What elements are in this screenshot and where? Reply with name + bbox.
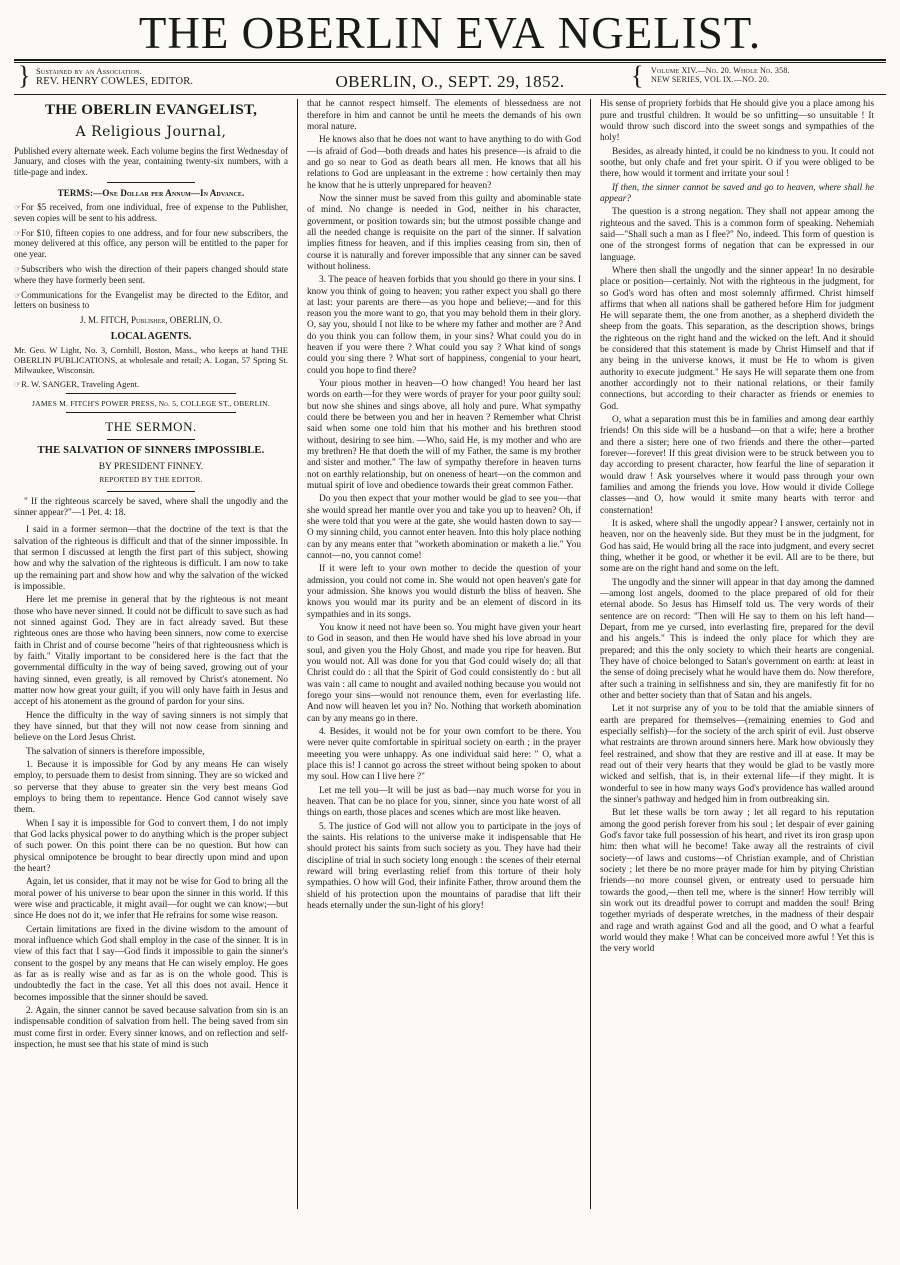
notice-4-text: Communications for the Evangelist may be directed to the Editor, and letters on business to bbox=[14, 289, 288, 311]
notice-3 bbox=[14, 264, 288, 286]
body-paragraph: He knows also that he does not want to have anything to do with God—is afraid of God—both dreads and hates his presence—is afraid to die and go so near to God as death bears all men. He knows that all his relations to God are unpleasant in the extreme : how certainly then may he know that he is utterly unprepared for heaven? bbox=[307, 135, 581, 191]
body-paragraph: Certain limitations are fixed in the divine wisdom to the amount of moral influence which God shall employ in the case of the sinner. It is in view of this fact that I say—God finds it impossible to gain the sinner's consent to the gospel by any means that He can wisely employ. He goes as far as is really wise and as far as is on the whole good. This is undoubtedly the fact in the case. Yet all this does not avail. Hence it becomes impossible that the sinner should be saved. bbox=[14, 924, 288, 1003]
brace-left-icon: } bbox=[18, 61, 31, 91]
body-paragraph: I said in a former sermon—that the doctrine of the text is that the salvation of the righteous is difficult and that of the sinner impossible. In that sermon I discussed at length the first part of this subject, showing how and why the salvation of the righteous is difficult. I am now to take up the remaining part and show how and why the salvation of the wicked is impossible. bbox=[14, 525, 288, 593]
pointing-hand-icon-2: ☞ bbox=[14, 228, 22, 238]
body-paragraph: The salvation of sinners is therefore impossible, bbox=[26, 746, 205, 757]
agent-2-text: R. W. SANGER, Traveling Agent. bbox=[21, 378, 140, 389]
body-paragraph: His sense of propriety forbids that He should give you a place among his pure and trustful children. It would be so unfitting—so unsuitable ! It would throw such discord into the sweet songs and sympathies of the holy! bbox=[600, 99, 874, 144]
nameplate-title: THE OBERLIN EVANGELIST, bbox=[44, 102, 258, 119]
dateline-newseries: NEW SERIES, VOL IX.—NO. 20. bbox=[651, 75, 770, 85]
notice-2-text: For $10, fifteen copies to one address, and for four new subscribers, the money delivered at this office, any person will be entitled to the paper for one year. bbox=[14, 227, 288, 260]
pointing-hand-icon-3: ☞ bbox=[14, 264, 22, 274]
pointing-hand-icon-5: ☞ bbox=[14, 379, 22, 389]
sermon-scripture-text: " If the righteous scarcely be saved, where shall the ungodly and the sinner appear?"—1 Pet. 4: 18. bbox=[14, 496, 288, 519]
pointing-hand-icon-4: ☞ bbox=[14, 290, 22, 300]
press-imprint: JAMES M. FITCH'S POWER PRESS, No. 5, COLLEGE ST., OBERLIN. bbox=[32, 399, 270, 408]
agent-1: Mr. Geo. W Light, No. 3, Cornhill, Boston, Mass., who keeps at hand THE OBERLIN PUBLICATIONS, at wholesale and retail; A. Logan, 57 Spring St. Milwaukee, Wisconsin. bbox=[14, 345, 288, 376]
body-paragraph: If it were left to your own mother to decide the question of your admission, you could not come in. She would not open heaven's gate for your admission. She knows you would disturb the bliss of heaven. She knows you would mar its purity and be an element of discord in its sympathies and in its songs. bbox=[307, 564, 581, 620]
body-paragraph: But let these walls be torn away ; let all regard to his reputation among the good perish forever from his soul ; let despair of ever gaining God's favor take full possession of his heart, and rivet its iron grasp upon him: then what will he become! Take away all the restraints of civil society—of laws and customs—of Christian example, and of Christian society ; let there be no more prayer made for him by pitying Christian friends—no more counsel given, or entreaty used to persuade him towards the good,—then tell me, where is the sinner! How terribly will sin work out its dreadful power to corrupt and madden the soul! Bring together myriads of desperate wretches, in the madness of their despair and rage and wrath against God and all the good, and O what a fearful world would they make ! What can be conceived more awful ! Yet this is the very world bbox=[600, 808, 874, 955]
dateline-left bbox=[14, 61, 271, 91]
body-paragraph: The ungodly and the sinner will appear in that day among the damned—among lost angels, doomed to the place prepared of old for their eternal abode. So Jesus has Himself told us. The very words of their sentence are on record: "Then will He say to them on his left hand—Depart, from me ye cursed, into everlasting fire, prepared for the devil and his angels." This is indeed the only place for which they are prepared; and this the only society to which their hearts are congenial. They have of choice belonged to Satan's government on earth: at least in the sense of doing precisely what he would have them do. Now therefore, after such a training in selfishness and sin, they are manifestly fit for no other and better society than that of Satan and his angels. bbox=[600, 577, 874, 701]
dateline-sustained: Sustained by an Association. bbox=[36, 66, 143, 77]
notice-2 bbox=[14, 228, 288, 260]
divider-2 bbox=[66, 393, 236, 394]
notice-1-text: For $5 received, from one individual, free of expense to the Publisher, seven copies will be sent to his address. bbox=[14, 201, 288, 223]
notice-1 bbox=[14, 202, 288, 224]
body-paragraph: 1. Because it is impossible for God by any means He can wisely employ, to persuade them to desist from sinning. They are so wicked and so perverse that they abuse to greater sin the very best means God employs to bring them to repentance. Hence God cannot wisely save them. bbox=[14, 759, 288, 816]
masthead-rule-thin bbox=[14, 62, 886, 63]
body-paragraph: Where then shall the ungodly and the sinner appear! In no desirable place or position—certainly. Not with the righteous in the judgment, for so God's word has often and most solemnly affirmed. Christ himself affirms that when all nations shall be gathered before Him for judgment He will separate them, the one from another, as a shepherd divideth the sheep from the goats. This separation, as the description shows, brings the righteous on the right hand and the wicked on the left. And it should be considered that this statement is made by Christ Himself and that if any being in the universe knows, it must be He to whom is given authority to execute judgment." He says He will separate them one from another accordingly not to their national relations, or their family connections, but according to their character as friends or enemies to God. bbox=[600, 265, 874, 412]
column-2 bbox=[297, 99, 591, 1209]
nameplate-terms: TERMS:—One Dollar per Annum—In Advance. bbox=[57, 188, 245, 199]
divider-3 bbox=[66, 412, 236, 413]
body-paragraph: It is asked, where shall the ungodly appear? I answer, certainly not in heaven, nor on the heavenly side. But they must be in the judgment, for God has said, He would bring all the race into judgment, and every secret thing, whether it be good, or whether it be evil. All are to be there, but some are on the right hand and some on the left. bbox=[600, 519, 874, 575]
body-paragraph: 4. Besides, it would not be for your own comfort to be there. You were never quite comfortable in spiritual society on earth ; in the prayer meeeting you were unhappy. As one individual said here: " O, what a place this is! I cannot go across the street without being spoken to about my soul. How can I live here ?" bbox=[307, 726, 581, 783]
brace-right-icon: { bbox=[631, 61, 644, 91]
columns-container bbox=[14, 94, 886, 1209]
pointing-hand-icon: ☞ bbox=[14, 202, 22, 212]
divider-4 bbox=[107, 439, 195, 440]
dateline-volume: Volume XIV.—No. 20. Whole No. 358. bbox=[651, 66, 790, 76]
body-paragraph: Your pious mother in heaven—O how changed! You heard her last words on earth—for they were words of prayer for your poor guilty soul: but now she shines and sings above, all holy and pure. What sympathy could there be between you and her in heaven ? Remember what Christ said when some one told him that his mother and his brethren stood without, desiring to see him. —Who, said He, is my mother and who are my brethren? He that doeth the will of my Father, the same is my brother and sister and mother." The law of sympathy therefore in heaven turns not on earthly relationship, but on oneness of heart—on the common and mutual spirit of love and obedience towards their great common Father. bbox=[307, 379, 581, 492]
body-paragraph: Do you then expect that your mother would be glad to see you—that she would spread her mantle over you and take you up to heaven? Oh, if she were told that you were at the gate, she would hasten down to say—O my sinning child, you cannot enter heaven. Into this holy place nothing can by any means enter that "worketh abomination or maketh a lie." You cannot—no, you cannot come! bbox=[307, 494, 581, 562]
dateline-row bbox=[14, 61, 886, 92]
body-paragraph: Let me tell you—It will be just as bad—nay much worse for you in heaven. That can be no place for you, sinner, since you hate worst of all things on earth, those places and scenes which are most like heaven. bbox=[307, 785, 581, 819]
body-paragraph: 3. The peace of heaven forbids that you should go there in your sins. I know you think of going to heaven; you rather expect you shall go there at last: your parents are there—as you hope and believe;—and for this reason you the more want to go, that you may behold them in their glory. O, say you, should I not like to be where my father and mother are ? And do you think you can follow them, in your sins? What could you do in heaven if you were there ? What could you say ? What kind of songs could you sing there ? What sort of happiness, congenial to your heart, could you hope to find there? bbox=[307, 275, 581, 376]
body-paragraph: Hence the difficulty in the way of saving sinners is not simply that they have sinned, but that they will not now cease from sinning and believe on the Lord Jesus Christ. bbox=[14, 710, 288, 744]
publisher-signature: J. M. FITCH, Publisher, OBERLIN, O. bbox=[79, 315, 223, 326]
notice-3-text: Subscribers who wish the direction of their papers changed should state where they have formerly been sent. bbox=[14, 263, 288, 285]
agents-heading: LOCAL AGENTS. bbox=[110, 330, 192, 342]
divider-5 bbox=[107, 491, 195, 492]
dateline-editor: REV. HENRY COWLES, EDITOR. bbox=[36, 76, 194, 88]
column-1 bbox=[14, 99, 297, 1209]
body-paragraph: The question is a strong negation. They shall not appear among the righteous and the saved. This is a common form of speaking. Nehemiah said—"Shall such a man as I flee?" No, indeed. This form of question is one of the strongest forms of negation that can be expressed in our language. bbox=[600, 207, 874, 263]
sermon-title: THE SALVATION OF SINNERS IMPOSSIBLE. bbox=[37, 445, 265, 457]
masthead-word-2: OBERLIN bbox=[241, 8, 444, 58]
body-paragraph: that he cannot respect himself. The elements of blessedness are not therefore in him and cannot be until he meets the demands of his own moral nature. bbox=[307, 99, 581, 132]
nameplate-subtitle: A Religious Journal, bbox=[75, 123, 227, 140]
masthead-rule-thick bbox=[14, 59, 886, 61]
dateline-place-date: OBERLIN, O., SEPT. 29, 1852. bbox=[335, 72, 565, 92]
sermon-byline: BY PRESIDENT FINNEY. bbox=[98, 461, 204, 472]
body-paragraph: Again, let us consider, that it may not be wise for God to bring all the moral power of his universe to bear upon the sinner in this world. If this were wise and practicable, it might avail—for ought we can know;—but since He does not do it, we infer that He refrains for some wise reason. bbox=[14, 877, 288, 922]
body-paragraph: O, what a separation must this be in families and among dear earthly friends! On this side will be a husband—on that a wife; here a brother and there a sister; here one of two friends and there the other—parted forever—forever! If this great division were to be struck between you to day according to present character, how fearful the line of separation it would draw ! Ask yourselves where it would pass through your own families and among the friends you love. How would it divide College classes—and O, how would it smite many hearts with terror and consternation! bbox=[600, 415, 874, 516]
notice-4 bbox=[14, 290, 288, 312]
body-paragraph: 2. Again, the sinner cannot be saved because salvation from sin is an indispensable condition of salvation from hell. The being saved from sin must come first in order. Every sinner knows, and on reflection and self-inspection, he must see that his state of mind is such bbox=[14, 1005, 288, 1050]
body-paragraph: If then, the sinner cannot be saved and go to heaven, where shall he appear? bbox=[600, 182, 874, 204]
divider-1 bbox=[107, 182, 195, 183]
body-paragraph: 5. The justice of God will not allow you to participate in the joys of the saints. His relations to the universe make it indispensable that He should protect his saints from such society as you. They have had their discipline of trial in such society long enough : the scenes of their eternal reward will bring everlasting relief from this torture of their holy sympathies. O how will God, their infinite Father, throw around them the shield of his protection upon the mountains of paradise that lift their heads eternally under the sun-light of his glory! bbox=[307, 821, 581, 911]
body-paragraph: When I say it is impossible for God to convert them, I do not imply that God lacks physical power to do anything which is the proper subject of such power. On this point there can be no question. But how can physical omnipotence be brought to bear directly upon mind and upon the heart? bbox=[14, 818, 288, 874]
nameplate-published: Published every alternate week. Each volume begins the first Wednesday of January, and closes with the year, containing twenty-six numbers, with a title-page and index. bbox=[14, 145, 288, 178]
body-paragraph: Let it not surprise any of you to be told that the amiable sinners of earth are prepared for themselves—(remaining enemies to God and especially selfish)—for the society of the arch spirit of evil. Just observe what restraints are thrown around sinners here. Mark how obviously they feel restrained, and show that they are restive and ill at ease. It may be read out of their very hearts that they would be glad to be vastly more wicked and selfish, that is, in their external life—if they might. It is wonderful to see in how many ways God's providence has walled around the sinner's pathway and hedged him in from outbreaking sin. bbox=[600, 704, 874, 805]
sermon-heading: THE SERMON. bbox=[105, 419, 197, 435]
body-paragraph: You know it need not have been so. You might have given your heart to God in season, and then He would have shed his love abroad in your soul, and given you the Holy Ghost, and made you ripe for heaven. But you would not. All was done for you that God could wisely do; all that Christ could do : all that the Spirit of God could consistently do : but all was vain : all came to nought and availed nothing because you would not forego your sins—would not renounce them, even for everlasting life. And now will heaven let you in? No. Nothing that worketh abomination can by any means go in there. bbox=[307, 623, 581, 724]
agent-2 bbox=[14, 379, 288, 389]
masthead-word-3: EVA bbox=[455, 8, 546, 58]
body-paragraph: Here let me premise in general that by the righteous is not meant those who have never sinned. It could not be difficult to save such as had not sinned against God. They are in fact already saved. But these righteous ones are those who having been sinners, now come to exercise faith in Christ and of course become "heirs of that righteousness which is by faith." Vitally important to be considered here is the fact that the governmental difficulty in the way of being saved, growing out of your having sinned, even greatly, is all removed by Christ's atonement. No matter now how great your guilt, if you will only have faith in Jesus and accept of his atonement as the ground of pardon for your sins. bbox=[14, 595, 288, 708]
masthead-word-4: NGELIST. bbox=[557, 8, 762, 58]
masthead-title bbox=[14, 10, 886, 57]
dateline-right bbox=[629, 61, 886, 91]
masthead-word-1: THE bbox=[138, 8, 230, 58]
column-3 bbox=[591, 99, 874, 1209]
body-paragraph: Besides, as already hinted, it could be no kindness to you. It could not soothe, but only chafe and fret your spirit. O if you were obliged to be there, how would it torment and irritate your soul ! bbox=[600, 146, 874, 180]
body-paragraph: Now the sinner must be saved from this guilty and abominable state of mind. No change is needed in God, neither in his character, government, or position towards sin; but the utmost possible change and all the needed change is requisite on the part of the sinner. If salvation implies fitness for heaven, and if this implies ceasing from sin, then of course it is naturally and forever impossible that any sinner can be saved without holiness. bbox=[307, 193, 581, 272]
sermon-reporter: REPORTED BY THE EDITOR. bbox=[99, 475, 203, 485]
